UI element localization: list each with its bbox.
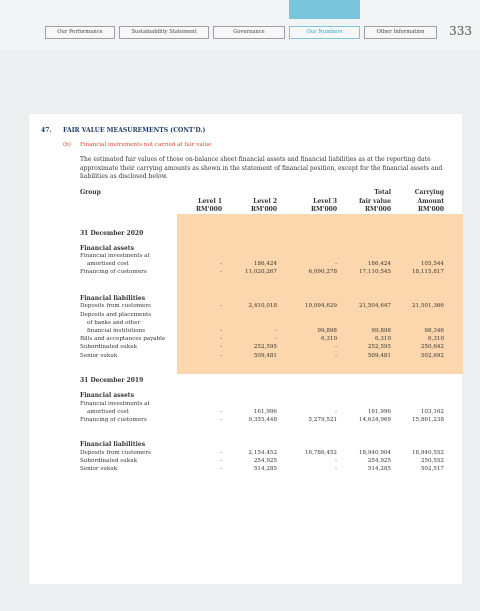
- table-cell: 2,410,018: [248, 303, 277, 309]
- col-header-level1-unit: RM'000: [196, 206, 222, 213]
- table-cell: -: [220, 336, 222, 342]
- table-cell: 14,634,969: [358, 417, 391, 423]
- col-header-level2: Level 2: [253, 198, 277, 205]
- row-label: amortised cost: [87, 409, 129, 415]
- financial-assets-2019: Financial assets: [80, 392, 134, 399]
- table-cell: 509,481: [253, 353, 277, 359]
- table-cell: 18,115,817: [411, 269, 444, 275]
- tab-other-information[interactable]: Other Information: [364, 26, 437, 39]
- table-cell: 19,094,629: [304, 303, 337, 309]
- table-cell: 514,285: [253, 466, 277, 472]
- table-cell: -: [220, 450, 222, 456]
- active-tab-marker: [289, 0, 360, 19]
- table-cell: 15,861,238: [411, 417, 444, 423]
- top-navigation: [0, 0, 480, 50]
- table-cell: 186,424: [367, 261, 391, 267]
- table-cell: -: [220, 458, 222, 464]
- financial-liabilities-2020: Financial liabilities: [80, 295, 146, 302]
- col-header-carrying: Carrying: [414, 189, 444, 196]
- table-cell: 252,595: [253, 344, 277, 350]
- table-cell: 5,279,521: [308, 417, 337, 423]
- row-label: of banks and other: [87, 320, 141, 326]
- financial-assets-2020: Financial assets: [80, 245, 134, 252]
- row-label: Senior sukuk: [80, 466, 118, 472]
- row-label: financial institutions: [87, 328, 146, 334]
- table-cell: -: [220, 417, 222, 423]
- subsection-title: Financial instruments not carried at fair value: [80, 142, 212, 148]
- table-cell: 509,481: [367, 353, 391, 359]
- table-cell: -: [335, 409, 337, 415]
- page-number: 333: [449, 24, 472, 38]
- table-cell: -: [220, 344, 222, 350]
- highlight-2020-block: [177, 214, 463, 374]
- table-cell: -: [335, 353, 337, 359]
- table-cell: -: [220, 328, 222, 334]
- table-cell: -: [275, 328, 277, 334]
- row-label: Financing of customers: [80, 269, 147, 275]
- tab-our-numbers[interactable]: Our Numbers: [289, 26, 360, 39]
- row-label: amortised cost: [87, 261, 129, 267]
- intro-paragraph: The estimated fair values of those on-balance sheet financial assets and financial liabilities as at the reporting date approximate their carrying amounts as shown in the statement of financial position, except for the financial assets and liabilities as disclosed below.: [80, 156, 443, 181]
- row-label: Deposits from customers: [80, 303, 151, 309]
- col-header-level3: Level 3: [313, 198, 337, 205]
- table-cell: 6,310: [374, 336, 391, 342]
- group-label: Group: [80, 189, 101, 196]
- row-label: Bills and acceptances payable: [80, 336, 166, 342]
- table-cell: 252,595: [367, 344, 391, 350]
- col-header-fair-value: fair value: [359, 198, 391, 205]
- table-cell: 502,517: [420, 466, 444, 472]
- table-cell: 250,642: [420, 344, 444, 350]
- section-title: FAIR VALUE MEASUREMENTS (CONT'D.): [63, 127, 206, 134]
- row-label: Financial investments at: [80, 401, 150, 407]
- financial-liabilities-2019: Financial liabilities: [80, 441, 146, 448]
- table-cell: 2,154,452: [248, 450, 277, 456]
- col-header-level1: Level 1: [198, 198, 222, 205]
- tab-our-performance[interactable]: Our Performance: [45, 26, 115, 39]
- row-label: Financing of customers: [80, 417, 147, 423]
- table-cell: -: [220, 303, 222, 309]
- table-cell: -: [220, 409, 222, 415]
- section-number: 47.: [41, 127, 52, 134]
- tab-sustainability-statement[interactable]: Sustainability Statement: [119, 26, 209, 39]
- table-cell: 18,940,904: [358, 450, 391, 456]
- table-cell: 254,925: [253, 458, 277, 464]
- table-cell: -: [335, 344, 337, 350]
- table-cell: -: [220, 353, 222, 359]
- table-cell: 21,504,647: [358, 303, 391, 309]
- table-cell: 18,940,552: [411, 450, 444, 456]
- table-cell: 105,544: [420, 261, 444, 267]
- subsection-label: (b): [63, 142, 71, 148]
- table-cell: -: [220, 269, 222, 275]
- table-cell: -: [220, 466, 222, 472]
- table-cell: 9,355,448: [248, 417, 277, 423]
- table-cell: 514,285: [367, 466, 391, 472]
- table-cell: 250,552: [420, 458, 444, 464]
- table-cell: -: [275, 336, 277, 342]
- table-cell: -: [220, 261, 222, 267]
- col-header-level2-unit: RM'000: [251, 206, 277, 213]
- table-cell: 21,501,366: [411, 303, 444, 309]
- table-cell: 161,996: [253, 409, 277, 415]
- table-cell: 6,310: [320, 336, 337, 342]
- tab-governance[interactable]: Governance: [213, 26, 285, 39]
- table-cell: 502,692: [420, 353, 444, 359]
- table-cell: 16,786,452: [304, 450, 337, 456]
- table-cell: -: [335, 466, 337, 472]
- table-cell: 103,162: [420, 409, 444, 415]
- col-header-level3-unit: RM'000: [311, 206, 337, 213]
- table-cell: 6,090,278: [308, 269, 337, 275]
- table-cell: 17,110,545: [358, 269, 391, 275]
- col-header-amount: Amount: [417, 198, 444, 205]
- document-sheet: [29, 114, 462, 584]
- table-cell: 6,310: [427, 336, 444, 342]
- table-cell: 11,020,267: [244, 269, 277, 275]
- col-header-total: Total: [374, 189, 391, 196]
- table-cell: -: [335, 261, 337, 267]
- table-cell: 161,996: [367, 409, 391, 415]
- table-cell: 99,898: [317, 328, 337, 334]
- table-cell: 98,346: [424, 328, 444, 334]
- table-cell: 254,925: [367, 458, 391, 464]
- date-2019: 31 December 2019: [80, 377, 144, 384]
- row-label: Senior sukuk: [80, 353, 118, 359]
- date-2020: 31 December 2020: [80, 230, 144, 237]
- col-header-carrying-unit: RM'000: [418, 206, 444, 213]
- table-cell: 186,424: [253, 261, 277, 267]
- row-label: Deposits from customers: [80, 450, 151, 456]
- table-cell: 99,898: [371, 328, 391, 334]
- col-header-total-unit: RM'000: [365, 206, 391, 213]
- row-label: Subordinated sukuk: [80, 344, 138, 350]
- table-cell: -: [335, 458, 337, 464]
- row-label: Financial investments at: [80, 253, 150, 259]
- row-label: Deposits and placements: [80, 312, 152, 318]
- row-label: Subordinated sukuk: [80, 458, 138, 464]
